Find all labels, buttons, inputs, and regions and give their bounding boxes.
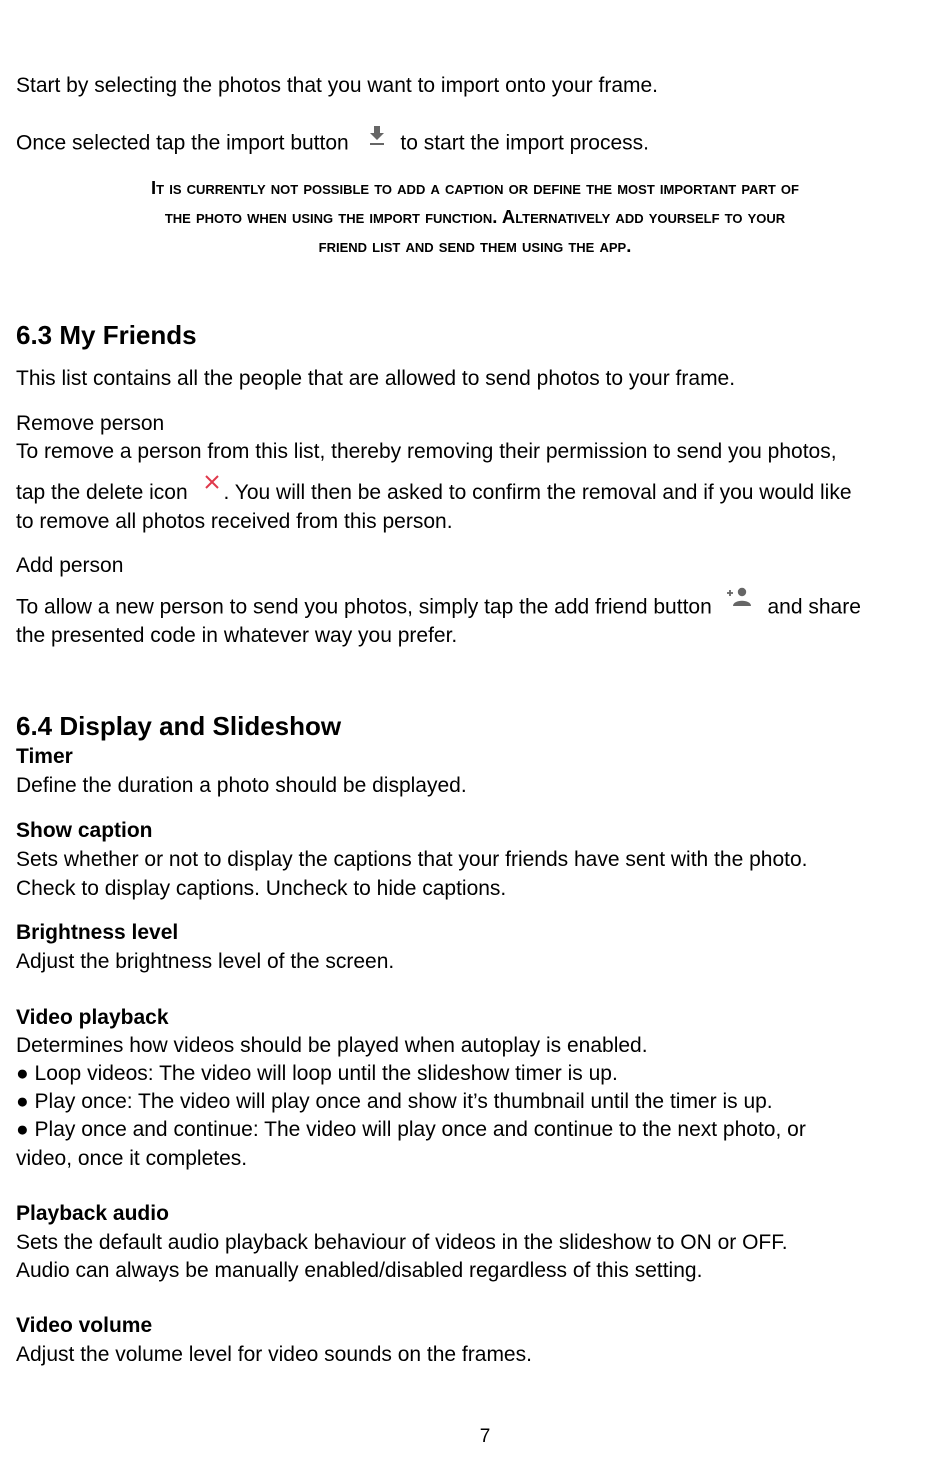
add-person-line-1 bbox=[16, 595, 861, 621]
playback-audio-title: Playback audio bbox=[16, 1202, 169, 1225]
download-icon bbox=[367, 124, 387, 152]
remove-person-title: Remove person bbox=[16, 412, 165, 435]
brightness-text: Adjust the brightness level of the screen. bbox=[16, 950, 395, 973]
remove-text-before: tap the delete icon bbox=[16, 481, 188, 504]
playback-audio-line-2: Audio can always be manually enabled/disabled regardless of this setting. bbox=[16, 1259, 703, 1282]
add-text-after: and share bbox=[767, 595, 861, 619]
add-person-line-2: the presented code in whatever way you prefer. bbox=[16, 624, 458, 647]
show-caption-line-1: Sets whether or not to display the captions that your friends have sent with the photo. bbox=[16, 848, 808, 871]
section-heading-my-friends: 6.3 My Friends bbox=[16, 320, 197, 350]
video-volume-text: Adjust the volume level for video sounds on the frames. bbox=[16, 1343, 532, 1366]
video-option-play-once: ● Play once: The video will play once and show it’s thumbnail until the timer is up. bbox=[16, 1090, 773, 1113]
playback-audio-line-1: Sets the default audio playback behaviour of videos in the slideshow to ON or OFF. bbox=[16, 1231, 788, 1254]
timer-text: Define the duration a photo should be displayed. bbox=[16, 774, 467, 797]
section-heading-display-slideshow: 6.4 Display and Slideshow bbox=[16, 711, 342, 741]
video-option-loop: ● Loop videos: The video will loop until the slideshow timer is up. bbox=[16, 1062, 618, 1085]
friends-intro: This list contains all the people that are allowed to send photos to your frame. bbox=[16, 367, 736, 390]
person-add-icon bbox=[726, 587, 752, 613]
import-text-before: Once selected tap the import button bbox=[16, 131, 349, 155]
import-note-line-3: friend list and send them using the app. bbox=[318, 235, 632, 256]
video-option-play-continue-line-2: video, once it completes. bbox=[16, 1147, 248, 1170]
import-button-instruction bbox=[16, 130, 649, 158]
video-volume-title: Video volume bbox=[16, 1314, 153, 1337]
video-playback-title: Video playback bbox=[16, 1006, 169, 1029]
brightness-title: Brightness level bbox=[16, 921, 179, 944]
add-person-title: Add person bbox=[16, 554, 124, 577]
remove-person-line-3: to remove all photos received from this person. bbox=[16, 510, 453, 533]
page-number: 7 bbox=[479, 1426, 491, 1447]
import-instruction: Start by selecting the photos that you want to import onto your frame. bbox=[16, 74, 659, 97]
timer-title: Timer bbox=[16, 745, 73, 768]
import-note-line-1: It is currently not possible to add a caption or define the most important part of bbox=[151, 177, 799, 198]
remove-text-after: . You will then be asked to confirm the removal and if you would like bbox=[223, 481, 852, 504]
close-icon bbox=[203, 473, 221, 497]
video-playback-intro: Determines how videos should be played when autoplay is enabled. bbox=[16, 1034, 648, 1057]
show-caption-line-2: Check to display captions. Uncheck to hide captions. bbox=[16, 877, 507, 900]
show-caption-title: Show caption bbox=[16, 819, 153, 842]
remove-person-line-2 bbox=[16, 481, 852, 505]
add-text-before: To allow a new person to send you photos, simply tap the add friend button bbox=[16, 595, 712, 619]
remove-person-line-1: To remove a person from this list, thereby removing their permission to send you photos, bbox=[16, 440, 837, 463]
import-text-after: to start the import process. bbox=[400, 131, 649, 155]
video-option-play-continue-line-1: ● Play once and continue: The video will play once and continue to the next photo, or bbox=[16, 1118, 806, 1141]
import-note-line-2: the photo when using the import function. Alternatively add yourself to your bbox=[164, 206, 786, 227]
